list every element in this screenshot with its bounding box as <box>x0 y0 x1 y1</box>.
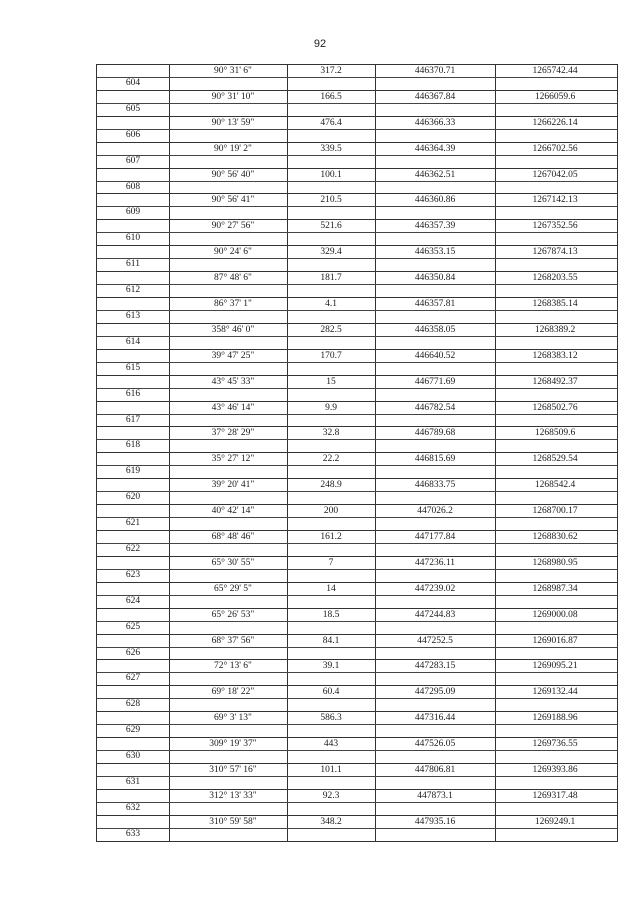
x-coordinate-cell: 446362.51 <box>414 169 456 180</box>
table-row <box>97 453 617 479</box>
x-coordinate-cell: 446782.54 <box>414 402 456 413</box>
point-number-cell: 629 <box>125 725 141 736</box>
direction-angle-cell: 39° 20' 41" <box>211 480 255 491</box>
segment-length-cell: 92.3 <box>322 790 340 801</box>
segment-length-cell: 170.7 <box>320 350 342 361</box>
row-divider <box>97 543 617 544</box>
x-coordinate-cell: 446358.05 <box>414 324 456 335</box>
table-row <box>97 65 617 91</box>
table-row <box>97 194 617 220</box>
row-divider <box>97 698 617 699</box>
x-coordinate-cell: 446789.68 <box>414 428 456 439</box>
y-coordinate-cell: 1269000.08 <box>532 609 578 620</box>
segment-length-cell: 586.3 <box>320 713 342 724</box>
x-coordinate-cell: 446364.39 <box>414 143 456 154</box>
y-coordinate-cell: 1269317.48 <box>532 790 578 801</box>
y-coordinate-cell: 1268980.95 <box>532 557 578 568</box>
x-coordinate-cell: 447026.2 <box>417 506 453 517</box>
y-coordinate-cell: 1266059.6 <box>534 91 576 102</box>
direction-angle-cell: 40° 42' 14" <box>211 506 255 517</box>
row-divider <box>97 258 617 259</box>
y-coordinate-cell: 1269016.87 <box>532 635 578 646</box>
table-row <box>97 816 617 842</box>
direction-angle-cell: 65° 29' 5" <box>214 583 252 594</box>
x-coordinate-cell: 447526.05 <box>414 739 456 750</box>
y-coordinate-cell: 1268492.37 <box>532 376 578 387</box>
x-coordinate-cell: 446366.33 <box>414 117 456 128</box>
x-coordinate-cell: 446640.52 <box>414 350 456 361</box>
x-coordinate-cell: 446353.15 <box>414 247 456 258</box>
y-coordinate-cell: 1268987.34 <box>532 583 578 594</box>
segment-length-cell: 60.4 <box>322 687 340 698</box>
row-divider <box>97 336 617 337</box>
y-coordinate-cell: 1268700.17 <box>532 506 578 517</box>
row-divider <box>97 310 617 311</box>
y-coordinate-cell: 1266226.14 <box>532 117 578 128</box>
table-row <box>97 427 617 453</box>
x-coordinate-cell: 446771.69 <box>414 376 456 387</box>
row-divider <box>97 77 617 78</box>
direction-angle-cell: 90° 31' 10" <box>211 91 255 102</box>
table-row <box>97 764 617 790</box>
table-row <box>97 272 617 298</box>
direction-angle-cell: 43° 45' 33" <box>211 376 255 387</box>
row-divider <box>97 750 617 751</box>
direction-angle-cell: 72° 13' 6" <box>214 661 252 672</box>
table-row <box>97 350 617 376</box>
point-number-cell: 606 <box>125 129 141 140</box>
table-row <box>97 557 617 583</box>
x-coordinate-cell: 447239.02 <box>414 583 456 594</box>
x-coordinate-cell: 447283.15 <box>414 661 456 672</box>
point-number-cell: 624 <box>125 595 141 606</box>
row-divider <box>97 776 617 777</box>
segment-length-cell: 22.2 <box>322 454 340 465</box>
point-number-cell: 627 <box>125 673 141 684</box>
direction-angle-cell: 43° 46' 14" <box>211 402 255 413</box>
direction-angle-cell: 68° 37' 56" <box>211 635 255 646</box>
row-divider <box>97 232 617 233</box>
x-coordinate-cell: 446357.81 <box>414 299 456 310</box>
segment-length-cell: 521.6 <box>320 221 342 232</box>
table-row <box>97 635 617 661</box>
x-coordinate-cell: 446815.69 <box>414 454 456 465</box>
x-coordinate-cell: 447935.16 <box>414 816 456 827</box>
direction-angle-cell: 90° 56' 40" <box>211 169 255 180</box>
coordinates-table <box>96 64 618 842</box>
segment-length-cell: 443 <box>323 739 339 750</box>
segment-length-cell: 7 <box>328 557 334 568</box>
table-row <box>97 402 617 428</box>
point-number-cell: 614 <box>125 336 141 347</box>
point-number-cell: 621 <box>125 518 141 529</box>
row-divider <box>97 724 617 725</box>
row-divider <box>97 672 617 673</box>
y-coordinate-cell: 1266702.56 <box>532 143 578 154</box>
row-divider <box>97 181 617 182</box>
segment-length-cell: 200 <box>323 506 339 517</box>
point-number-cell: 631 <box>125 777 141 788</box>
segment-length-cell: 329.4 <box>320 247 342 258</box>
table-row <box>97 609 617 635</box>
point-number-cell: 620 <box>125 492 141 503</box>
segment-length-cell: 161.2 <box>320 532 342 543</box>
segment-length-cell: 210.5 <box>320 195 342 206</box>
row-divider <box>97 828 617 829</box>
y-coordinate-cell: 1267874.13 <box>532 247 578 258</box>
table-row <box>97 583 617 609</box>
point-number-cell: 630 <box>125 751 141 762</box>
row-divider <box>97 439 617 440</box>
direction-angle-cell: 86° 37' 1" <box>214 299 252 310</box>
table-row <box>97 660 617 686</box>
point-number-cell: 604 <box>125 78 141 88</box>
table-row <box>97 246 617 272</box>
table-row <box>97 505 617 531</box>
y-coordinate-cell: 1268203.55 <box>532 273 578 284</box>
point-number-cell: 632 <box>125 802 141 813</box>
y-coordinate-cell: 1269188.96 <box>532 713 578 724</box>
y-coordinate-cell: 1268509.6 <box>534 428 576 439</box>
row-divider <box>97 388 617 389</box>
point-number-cell: 609 <box>125 207 141 218</box>
row-divider <box>97 414 617 415</box>
table-row <box>97 143 617 169</box>
point-number-cell: 608 <box>125 181 141 192</box>
x-coordinate-cell: 446360.86 <box>414 195 456 206</box>
point-number-cell: 616 <box>125 388 141 399</box>
table-row <box>97 531 617 557</box>
x-coordinate-cell: 447316.44 <box>414 713 456 724</box>
direction-angle-cell: 90° 56' 41" <box>211 195 255 206</box>
y-coordinate-cell: 1268383.12 <box>532 350 578 361</box>
direction-angle-cell: 90° 31' 6" <box>214 66 252 76</box>
segment-length-cell: 84.1 <box>322 635 340 646</box>
segment-length-cell: 15 <box>326 376 336 387</box>
x-coordinate-cell: 447295.09 <box>414 687 456 698</box>
segment-length-cell: 14 <box>326 583 336 594</box>
y-coordinate-cell: 1269393.86 <box>532 765 578 776</box>
table-row <box>97 376 617 402</box>
segment-length-cell: 9.9 <box>325 402 337 413</box>
segment-length-cell: 39.1 <box>322 661 340 672</box>
point-number-cell: 623 <box>125 569 141 580</box>
direction-angle-cell: 65° 30' 55" <box>211 557 255 568</box>
row-divider <box>97 802 617 803</box>
x-coordinate-cell: 446357.39 <box>414 221 456 232</box>
x-coordinate-cell: 447806.81 <box>414 765 456 776</box>
segment-length-cell: 339.5 <box>320 143 342 154</box>
segment-length-cell: 348.2 <box>320 816 342 827</box>
point-number-cell: 613 <box>125 311 141 322</box>
row-divider <box>97 284 617 285</box>
x-coordinate-cell: 447873.1 <box>417 790 453 801</box>
y-coordinate-cell: 1268389.2 <box>534 324 576 335</box>
x-coordinate-cell: 447244.83 <box>414 609 456 620</box>
x-coordinate-cell: 447177.84 <box>414 532 456 543</box>
row-divider <box>97 647 617 648</box>
y-coordinate-cell: 1267142.13 <box>532 195 578 206</box>
point-number-cell: 615 <box>125 362 141 373</box>
y-coordinate-cell: 1268502.76 <box>532 402 578 413</box>
row-divider <box>97 491 617 492</box>
y-coordinate-cell: 1265742.44 <box>532 66 578 76</box>
point-number-cell: 611 <box>126 259 140 270</box>
y-coordinate-cell: 1268529.54 <box>532 454 578 465</box>
segment-length-cell: 282.5 <box>320 324 342 335</box>
direction-angle-cell: 90° 24' 6" <box>214 247 252 258</box>
x-coordinate-cell: 446350.84 <box>414 273 456 284</box>
point-number-cell: 617 <box>125 414 141 425</box>
segment-length-cell: 181.7 <box>320 273 342 284</box>
y-coordinate-cell: 1267352.56 <box>532 221 578 232</box>
segment-length-cell: 248.9 <box>320 480 342 491</box>
y-coordinate-cell: 1268542.4 <box>534 480 576 491</box>
y-coordinate-cell: 1269249.1 <box>534 816 576 827</box>
row-divider <box>97 569 617 570</box>
table-row <box>97 738 617 764</box>
y-coordinate-cell: 1269736.55 <box>532 739 578 750</box>
x-coordinate-cell: 447236.11 <box>414 557 456 568</box>
y-coordinate-cell: 1267042.05 <box>532 169 578 180</box>
direction-angle-cell: 37° 28' 29" <box>211 428 255 439</box>
table-row <box>97 686 617 712</box>
segment-length-cell: 476.4 <box>320 117 342 128</box>
row-divider <box>97 465 617 466</box>
segment-length-cell: 32.8 <box>322 428 340 439</box>
direction-angle-cell: 90° 19' 2" <box>214 143 252 154</box>
x-coordinate-cell: 446370.71 <box>414 66 456 76</box>
direction-angle-cell: 68° 48' 46" <box>211 532 255 543</box>
direction-angle-cell: 87° 48' 6" <box>214 273 252 284</box>
direction-angle-cell: 35° 27' 12" <box>211 454 255 465</box>
table-row <box>97 298 617 324</box>
row-divider <box>97 517 617 518</box>
point-number-cell: 612 <box>125 285 141 296</box>
point-number-cell: 622 <box>125 544 141 555</box>
row-divider <box>97 155 617 156</box>
x-coordinate-cell: 446367.84 <box>414 91 456 102</box>
direction-angle-cell: 65° 26' 53" <box>211 609 255 620</box>
direction-angle-cell: 69° 18' 22" <box>211 687 255 698</box>
direction-angle-cell: 310° 59' 58" <box>209 816 257 827</box>
point-number-cell: 607 <box>125 155 141 166</box>
point-number-cell: 610 <box>125 233 141 244</box>
segment-length-cell: 4.1 <box>325 299 337 310</box>
direction-angle-cell: 39° 47' 25" <box>211 350 255 361</box>
direction-angle-cell: 358° 46' 0" <box>211 324 255 335</box>
segment-length-cell: 166.5 <box>320 91 342 102</box>
direction-angle-cell: 90° 13' 59" <box>211 117 255 128</box>
direction-angle-cell: 310° 57' 16" <box>209 765 257 776</box>
x-coordinate-cell: 447252.5 <box>417 635 453 646</box>
row-divider <box>97 362 617 363</box>
page-number: 92 <box>313 38 327 50</box>
direction-angle-cell: 69° 3' 13" <box>214 713 252 724</box>
segment-length-cell: 101.1 <box>320 765 342 776</box>
segment-length-cell: 317.2 <box>320 66 342 76</box>
point-number-cell: 633 <box>125 828 141 839</box>
row-divider <box>97 206 617 207</box>
direction-angle-cell: 309° 19' 37" <box>209 739 257 750</box>
table-row <box>97 117 617 143</box>
table-row <box>97 712 617 738</box>
point-number-cell: 625 <box>125 621 141 632</box>
row-divider <box>97 103 617 104</box>
direction-angle-cell: 90° 27' 56" <box>211 221 255 232</box>
row-divider <box>97 595 617 596</box>
y-coordinate-cell: 1268385.14 <box>532 299 578 310</box>
row-divider <box>97 621 617 622</box>
point-number-cell: 618 <box>125 440 141 451</box>
y-coordinate-cell: 1269132.44 <box>532 687 578 698</box>
table-row <box>97 91 617 117</box>
table-row <box>97 790 617 816</box>
point-number-cell: 628 <box>125 699 141 710</box>
y-coordinate-cell: 1268830.62 <box>532 532 578 543</box>
y-coordinate-cell: 1269095.21 <box>532 661 578 672</box>
point-number-cell: 626 <box>125 647 141 658</box>
table-row <box>97 220 617 246</box>
direction-angle-cell: 312° 13' 33" <box>209 790 257 801</box>
point-number-cell: 619 <box>125 466 141 477</box>
segment-length-cell: 100.1 <box>320 169 342 180</box>
table-row <box>97 324 617 350</box>
row-divider <box>97 129 617 130</box>
point-number-cell: 605 <box>125 103 141 114</box>
x-coordinate-cell: 446833.75 <box>414 480 456 491</box>
table-row <box>97 479 617 505</box>
segment-length-cell: 18.5 <box>322 609 340 620</box>
table-row <box>97 169 617 195</box>
